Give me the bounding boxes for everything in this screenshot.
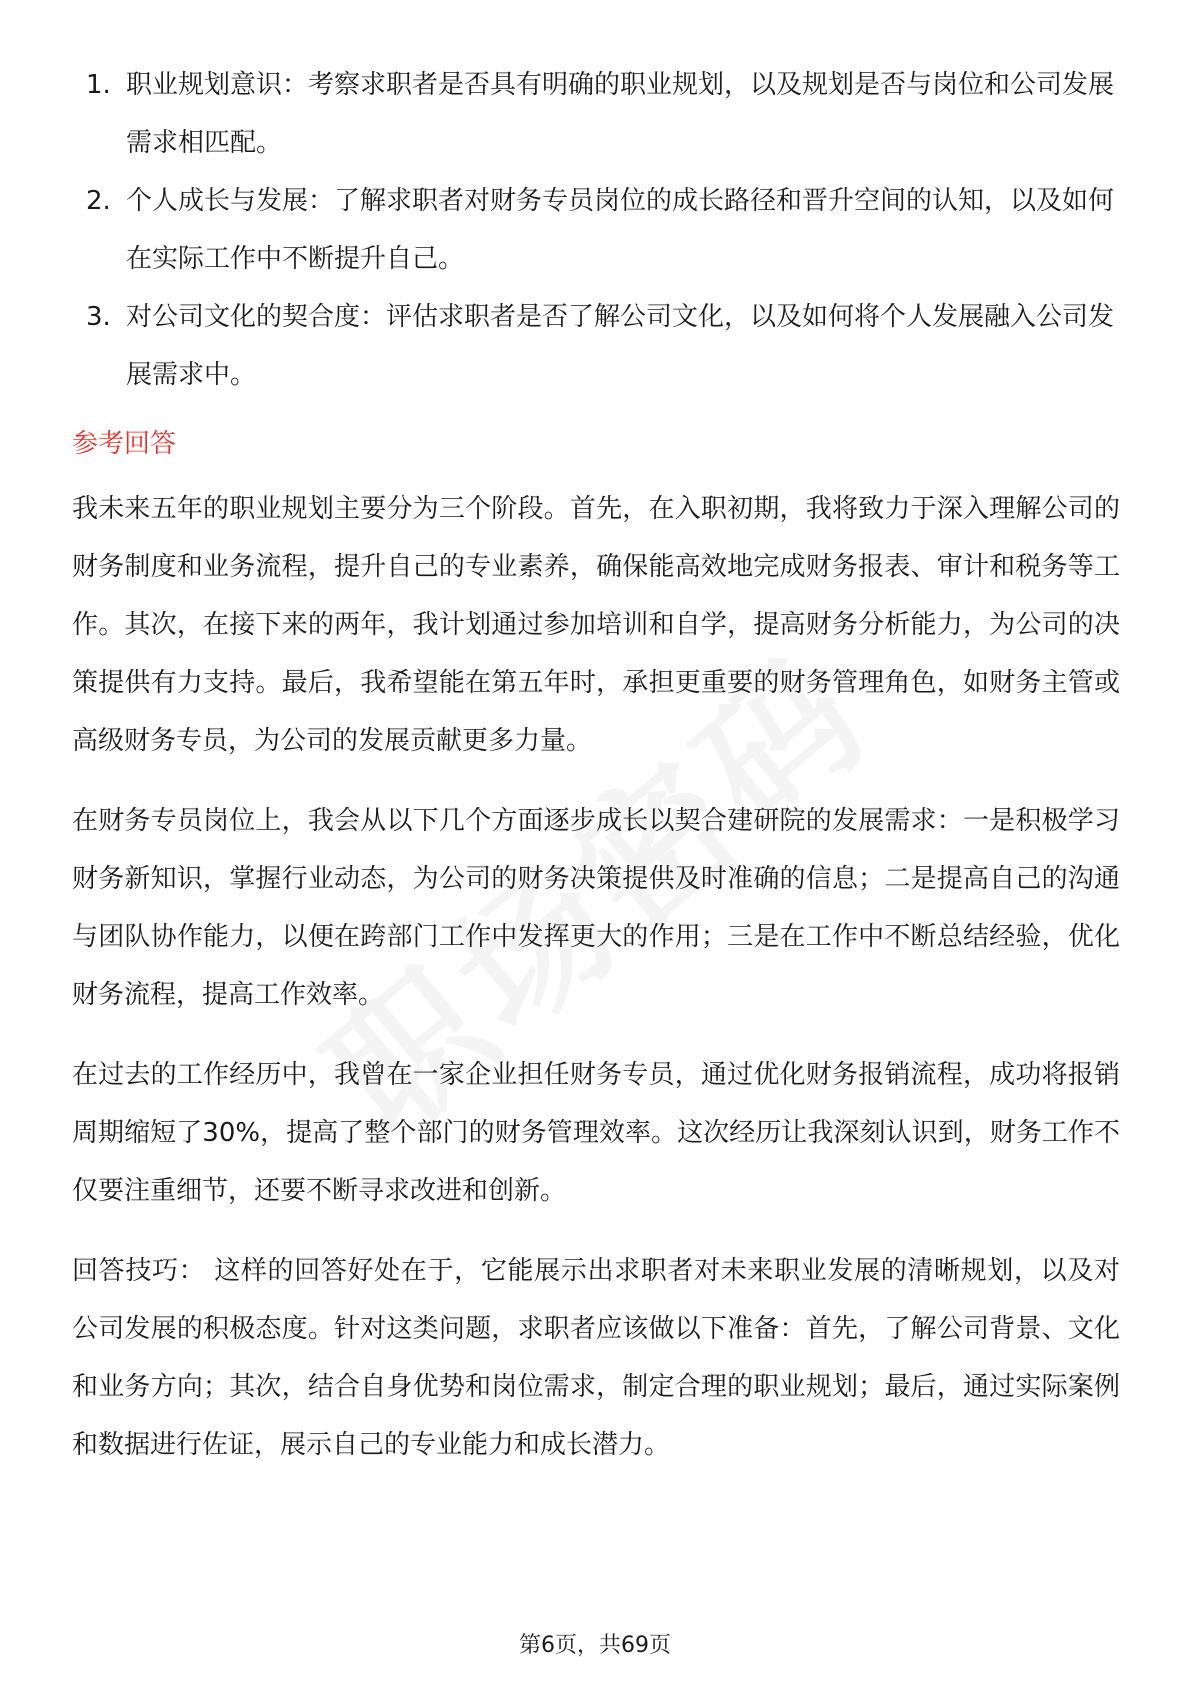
- answer-paragraph: 我未来五年的职业规划主要分为三个阶段。首先，在入职初期，我将致力于深入理解公司的财务制度和业务流程，提升自己的专业素养，确保能高效地完成财务报表、审计和税务等工作。其次，在接下来的两年，我计划通过参加培训和自学，提高财务分析能力，为公司的决策提供有力支持。最后，我希望能在第五年时，承担更重要的财务管理角色，如财务主管或高级财务专员，为公司的发展贡献更多力量。: [72, 494, 1120, 756]
- list-text: 职业规划意识：考察求职者是否具有明确的职业规划，以及规划是否与岗位和公司发展需求相匹配。: [126, 70, 1115, 158]
- answer-tips-paragraph: 回答技巧： 这样的回答好处在于，它能展示出求职者对未来职业发展的清晰规划，以及对公司发展的积极态度。针对这类问题，求职者应该做以下准备：首先，了解公司背景、文化和业务方向；其次，结合自身优势和岗位需求，制定合理的职业规划；最后，通过实际案例和数据进行佐证，展示自己的专业能力和成长潜力。: [72, 1256, 1120, 1460]
- list-item: [72, 172, 1120, 288]
- list-number: 3.: [86, 302, 111, 332]
- page-footer: 第6页，共69页: [519, 1633, 671, 1658]
- section-heading: 参考回答: [72, 429, 177, 459]
- document-page: [72, 56, 1120, 1496]
- list-text: 对公司文化的契合度：评估求职者是否了解公司文化，以及如何将个人发展融入公司发展需求中。: [126, 302, 1115, 390]
- list-number: 1.: [86, 70, 111, 100]
- list-item: [72, 56, 1120, 172]
- list-number: 2.: [86, 186, 111, 216]
- criteria-list: [72, 56, 1120, 404]
- answer-paragraph: 在过去的工作经历中，我曾在一家企业担任财务专员，通过优化财务报销流程，成功将报销周期缩短了30%，提高了整个部门的财务管理效率。这次经历让我深刻认识到，财务工作不仅要注重细节，还要不断寻求改进和创新。: [72, 1060, 1120, 1206]
- list-text: 个人成长与发展：了解求职者对财务专员岗位的成长路径和晋升空间的认知，以及如何在实际工作中不断提升自己。: [126, 186, 1115, 274]
- answer-paragraph: 在财务专员岗位上，我会从以下几个方面逐步成长以契合建研院的发展需求：一是积极学习财务新知识，掌握行业动态，为公司的财务决策提供及时准确的信息；二是提高自己的沟通与团队协作能力，以便在跨部门工作中发挥更大的作用；三是在工作中不断总结经验，优化财务流程，提高工作效率。: [72, 806, 1120, 1010]
- list-item: [72, 288, 1120, 404]
